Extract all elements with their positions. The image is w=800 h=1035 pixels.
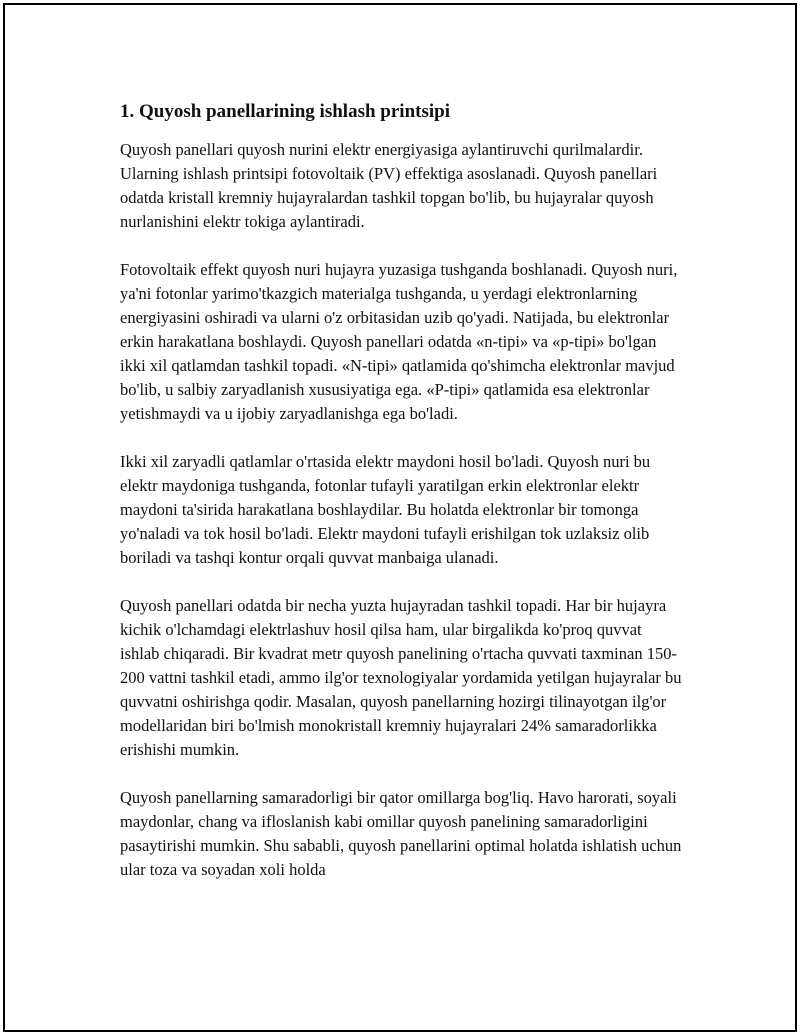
document-body	[120, 100, 685, 906]
paragraph-2: Fotovoltaik effekt quyosh nuri hujayra yuzasiga tushganda boshlanadi. Quyosh nuri, ya'ni fotonlar yarimo'tkazgich materialga tushganda, u yerdagi elektronlarning energiyasini oshiradi va ularni o'z orbitasidan uzib qo'yadi. Natijada, bu elektronlar erkin harakatlana boshlaydi. Quyosh panellari odatda «n-tipi» va «p-tipi» bo'lgan ikki xil qatlamdan tashkil topadi. «N-tipi» qatlamida qo'shimcha elektronlar mavjud bo'lib, u salbiy zaryadlanish xususiyatiga ega. «P-tipi» qatlamida esa elektronlar yetishmaydi va u ijobiy zaryadlanishga ega bo'ladi.	[120, 260, 678, 423]
paragraph-3: Ikki xil zaryadli qatlamlar o'rtasida elektr maydoni hosil bo'ladi. Quyosh nuri bu elektr maydoniga tushganda, fotonlar tufayli yaratilgan erkin elektronlar elektr maydoni ta'sirida harakatlana boshlaydilar. Bu holatda elektronlar bir tomonga yo'naladi va tok hosil bo'ladi. Elektr maydoni tufayli erishilgan tok uzlaksiz olib boriladi va tashqi kontur orqali quvvat manbaiga ulanadi.	[120, 452, 651, 567]
paragraph-1: Quyosh panellari quyosh nurini elektr energiyasiga aylantiruvchi qurilmalardir. Ularning ishlash printsipi fotovoltaik (PV) effektiga asoslanadi. Quyosh panellari odatda kristall kremniy hujayralardan tashkil topgan bo'lib, bu hujayralar quyosh nurlanishini elektr tokiga aylantiradi.	[120, 140, 658, 231]
document-page	[3, 3, 797, 1032]
section-heading: 1. Quyosh panellarining ishlash printsipi	[120, 101, 450, 122]
paragraph-4: Quyosh panellari odatda bir necha yuzta hujayradan tashkil topadi. Har bir hujayra kichik o'lchamdagi elektrlashuv hosil qilsa ham, ular birgalikda ko'proq quvvat ishlab chiqaradi. Bir kvadrat metr quyosh panelining o'rtacha quvvati taxminan 150-200 vattni tashkil etadi, ammo ilg'or texnologiyalar yordamida yetilgan hujayralar bu quvvatni oshirishga qodir. Masalan, quyosh panellarning hozirgi tilinayotgan ilg'or modellaridan biri bo'lmish monokristall kremniy hujayralari 24% samaradorlikka erishishi mumkin.	[120, 596, 682, 759]
paragraph-5: Quyosh panellarning samaradorligi bir qator omillarga bog'liq. Havo harorati, soyali maydonlar, chang va ifloslanish kabi omillar quyosh panelining samaradorligini pasaytirishi mumkin. Shu sababli, quyosh panellarini optimal holatda ishlatish uchun ular toza va soyadan xoli holda	[120, 788, 682, 879]
